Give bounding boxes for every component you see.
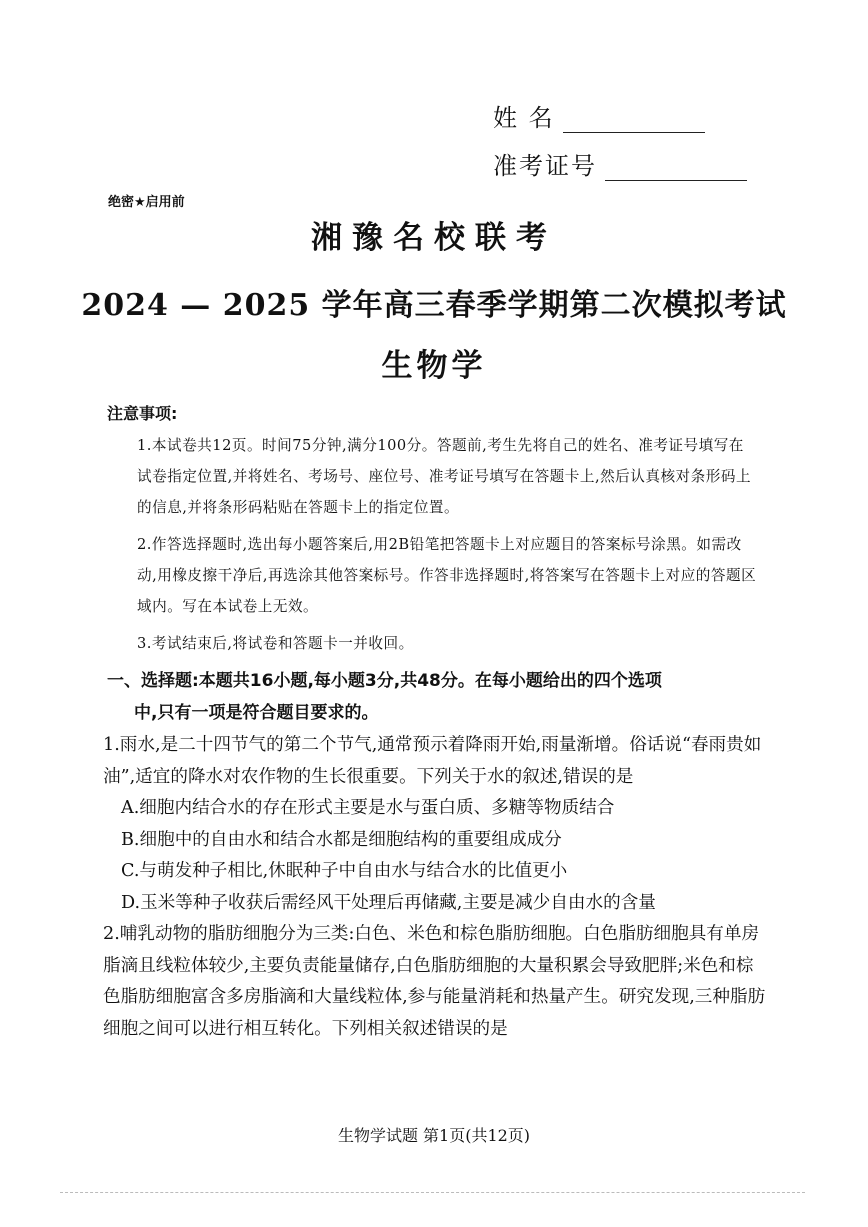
notes-list	[137, 430, 757, 665]
option-b: B.细胞中的自由水和结合水都是细胞结构的重要组成成分	[121, 829, 562, 850]
note-item: 1.本试卷共12页。时间75分钟,满分100分。答题前,考生先将自己的姓名、准考证号填写在试卷指定位置,并将姓名、考场号、座位号、准考证号填写在答题卡上,然后认真核对条形码上的信息,并将条形码粘贴在答题卡上的指定位置。	[137, 437, 752, 516]
option-d: D.玉米等种子收获后需经风干处理后再储藏,主要是减少自由水的含量	[121, 892, 656, 913]
section-heading-line: 中,只有一项是符合题目要求的。	[134, 703, 379, 723]
ticket-number-field[interactable]	[493, 146, 747, 181]
option-c: C.与萌发种子相比,休眠种子中自由水与结合水的比值更小	[121, 861, 568, 881]
page-footer: 生物学试题 第1页(共12页)	[337, 1126, 531, 1145]
option-a: A.细胞内结合水的存在形式主要是水与蛋白质、多糖等物质结合	[121, 798, 615, 818]
name-field[interactable]	[493, 98, 705, 133]
section-heading-line: 一、选择题:本题共16小题,每小题3分,共48分。在每小题给出的四个选项	[107, 671, 662, 691]
note-item: 3.考试结束后,将试卷和答题卡一并收回。	[137, 635, 414, 652]
question-1	[103, 730, 769, 919]
name-blank-line[interactable]	[563, 112, 705, 133]
name-label: 姓 名	[493, 104, 555, 132]
bottom-divider	[60, 1192, 805, 1193]
note-item: 2.作答选择题时,选出每小题答案后,用2B铅笔把答题卡上对应题目的答案标号涂黑。如需改动,用橡皮擦干净后,再选涂其他答案标号。作答非选择题时,将答案写在答题卡上对应的答题区域内。写在本试卷上无效。	[137, 536, 757, 615]
question-2	[103, 919, 769, 1045]
exam-organizer-title: 湘豫名校联考	[311, 220, 557, 256]
ticket-number-blank-line[interactable]	[605, 160, 747, 181]
section-heading	[107, 665, 762, 729]
question-stem: 2.哺乳动物的脂肪细胞分为三类:白色、米色和棕色脂肪细胞。白色脂肪细胞具有单房脂滴且线粒体较少,主要负责能量储存,白色脂肪细胞的大量积累会导致肥胖;米色和棕色脂肪细胞富含多房脂滴和大量线粒体,参与能量消耗和热量产生。研究发现,三种脂肪细胞之间可以进行相互转化。下列相关叙述错误的是	[103, 924, 766, 1039]
question-stem: 1.雨水,是二十四节气的第二个节气,通常预示着降雨开始,雨量渐增。俗话说“春雨贵如油”,适宜的降水对农作物的生长很重要。下列关于水的叙述,错误的是	[103, 735, 762, 787]
ticket-number-label: 准考证号	[493, 152, 597, 180]
exam-name-title: 2024 — 2025 学年高三春季学期第二次模拟考试	[81, 288, 787, 323]
notes-heading: 注意事项:	[107, 404, 178, 423]
question-list	[103, 730, 769, 1045]
subject-title: 生物学	[381, 348, 487, 384]
confidential-mark: 绝密★启用前	[108, 195, 185, 210]
